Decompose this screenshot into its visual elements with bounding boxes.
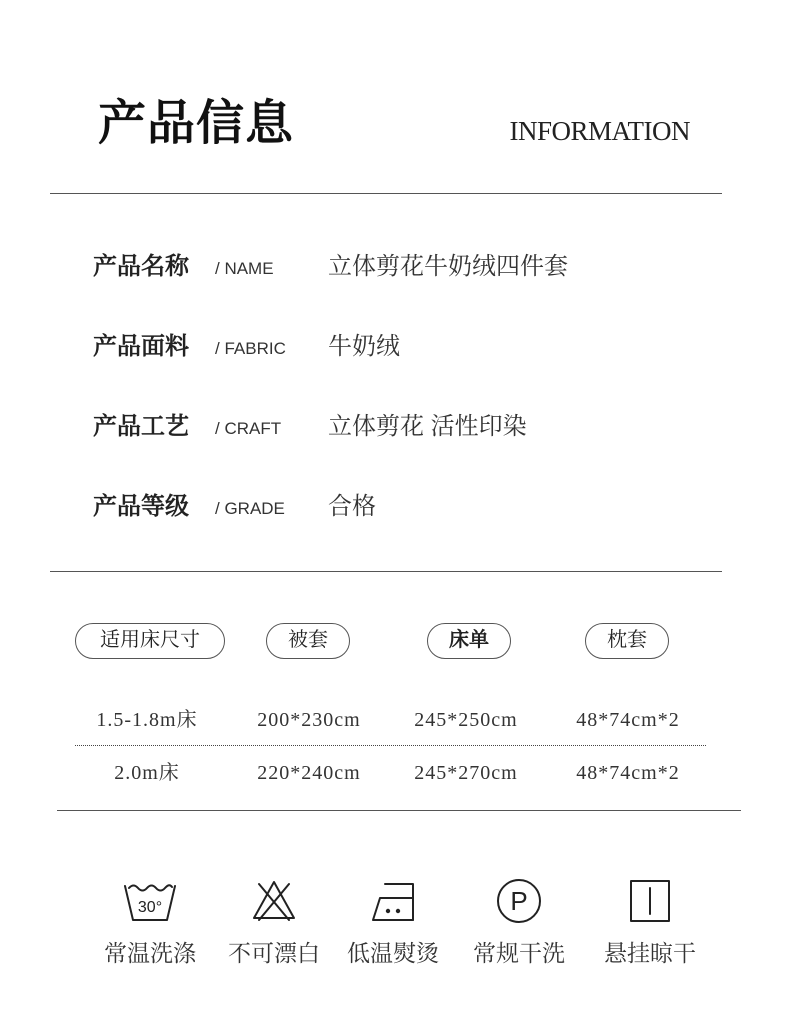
info-row-name <box>0 249 790 285</box>
row-divider <box>75 745 706 746</box>
size-header-bed: 适用床尺寸 <box>75 623 225 659</box>
info-value: 牛奶绒 <box>328 333 400 360</box>
care-label: 悬挂晾干 <box>604 940 696 966</box>
info-label: 产品名称 <box>93 253 189 280</box>
care-item-wash <box>88 872 212 972</box>
care-item-bleach <box>212 872 336 972</box>
info-value: 合格 <box>328 493 376 520</box>
hang-dry-icon <box>620 876 680 926</box>
info-label-en: / FABRIC <box>215 339 286 358</box>
table-cell: 2.0m床 <box>114 762 180 784</box>
no-bleach-icon <box>244 876 304 926</box>
info-row-fabric <box>0 329 790 365</box>
info-value: 立体剪花牛奶绒四件套 <box>328 253 568 280</box>
info-label: 产品面料 <box>93 333 189 360</box>
size-header-duvet: 被套 <box>266 623 350 659</box>
info-row-craft <box>0 409 790 445</box>
dry-clean-p-icon <box>489 876 549 926</box>
wash-30-icon <box>120 876 180 926</box>
care-label: 常温洗涤 <box>104 940 196 966</box>
page-title: 产品信息 <box>98 97 295 150</box>
info-label-en: / NAME <box>215 259 274 278</box>
info-label-en: / CRAFT <box>215 419 282 438</box>
info-row-grade <box>0 489 790 525</box>
divider-bottom <box>57 810 741 811</box>
info-label: 产品工艺 <box>93 413 189 440</box>
page-subtitle: INFORMATION <box>509 116 690 146</box>
table-cell: 220*240cm <box>257 762 361 784</box>
care-label: 低温熨烫 <box>347 940 439 966</box>
care-item-iron <box>331 872 455 972</box>
table-cell: 48*74cm*2 <box>576 709 680 731</box>
care-label: 不可漂白 <box>228 940 320 966</box>
table-cell: 245*270cm <box>414 762 518 784</box>
wash-temperature-text: 30° <box>137 899 163 916</box>
divider-middle <box>50 571 722 572</box>
info-label-en: / GRADE <box>215 499 285 518</box>
table-cell: 200*230cm <box>257 709 361 731</box>
info-value: 立体剪花 活性印染 <box>328 413 527 440</box>
table-cell: 48*74cm*2 <box>576 762 680 784</box>
size-header-sheet: 床单 <box>427 623 511 659</box>
low-iron-icon <box>363 876 423 926</box>
size-header-pillowcase: 枕套 <box>585 623 669 659</box>
care-label: 常规干洗 <box>473 940 565 966</box>
table-cell: 245*250cm <box>414 709 518 731</box>
dry-clean-letter: P <box>510 886 528 916</box>
info-label: 产品等级 <box>93 493 189 520</box>
care-item-hang <box>588 872 712 972</box>
divider-top <box>50 193 722 194</box>
table-cell: 1.5-1.8m床 <box>96 709 198 731</box>
care-item-dryclean <box>457 872 581 972</box>
